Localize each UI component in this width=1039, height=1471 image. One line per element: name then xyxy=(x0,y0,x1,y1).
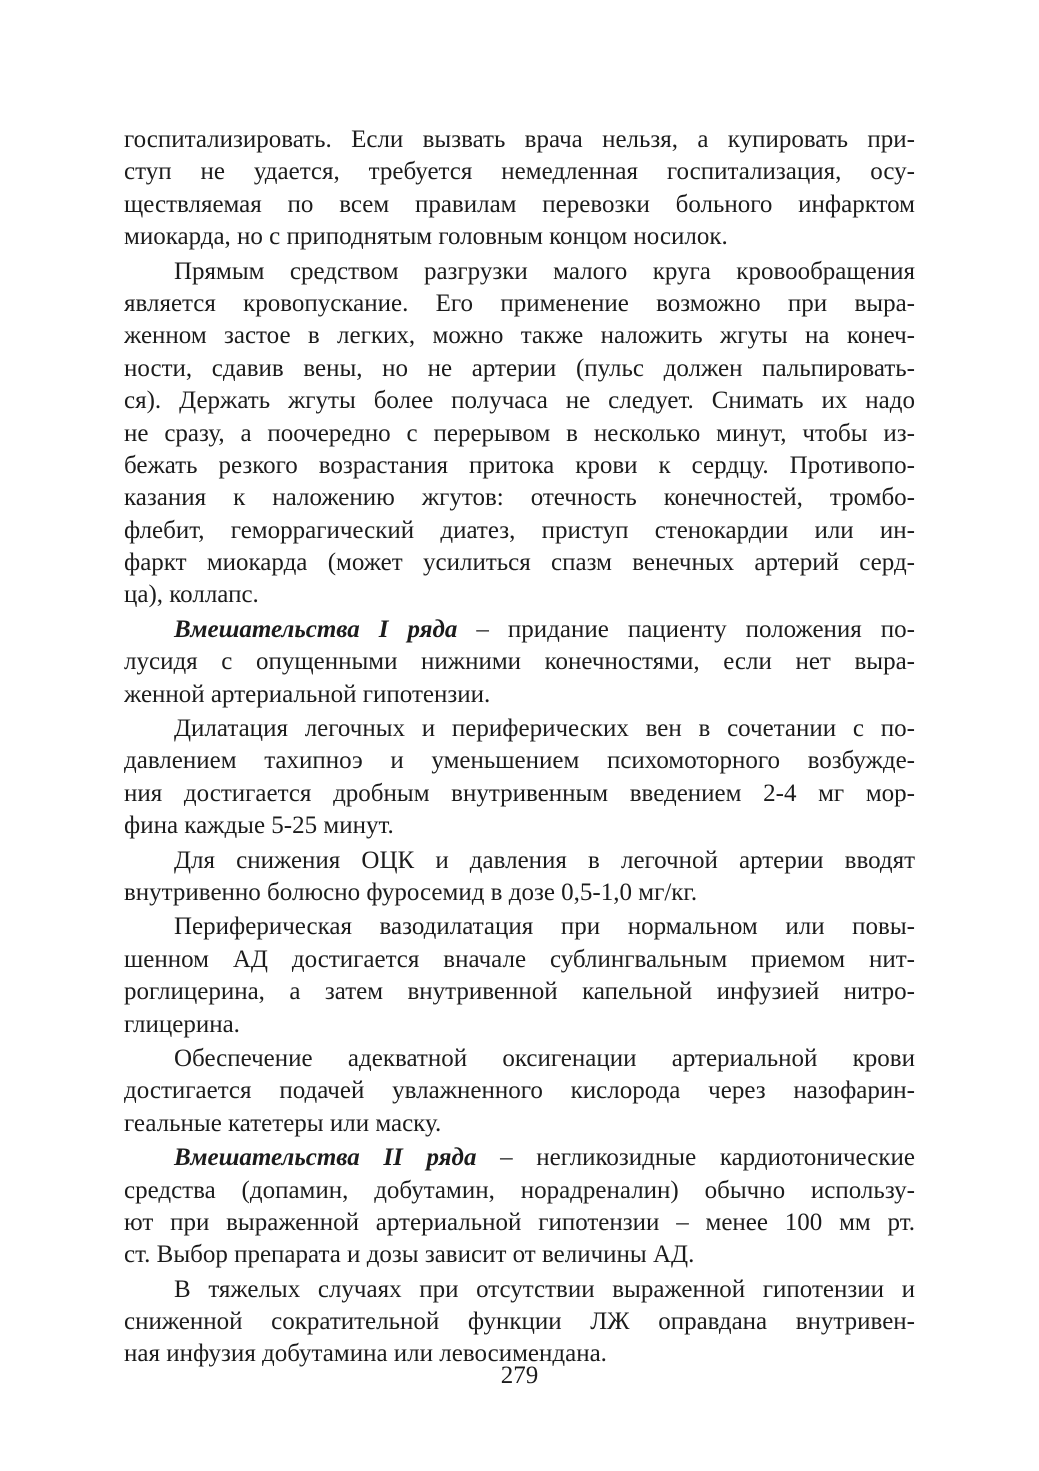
text-line xyxy=(124,1108,915,1140)
text-run: ности, сдавив вены, но не артерии (пульс должен пальпировать- xyxy=(124,354,915,382)
text-line xyxy=(124,288,915,320)
paragraph xyxy=(124,713,915,843)
text-run: миокарда, но с приподнятым головным концом носилок. xyxy=(124,223,728,251)
text-line xyxy=(124,810,915,842)
emphasis-run: Вмешательства I ряда xyxy=(174,615,458,643)
text-line xyxy=(124,124,915,156)
text-run: давлением тахипноэ и уменьшением психомоторного возбужде- xyxy=(124,747,915,775)
text-run: Периферическая вазодилатация при нормальном или повы- xyxy=(174,913,915,941)
text-line xyxy=(124,1175,915,1207)
paragraph xyxy=(124,1043,915,1140)
text-run: геальные катетеры или маску. xyxy=(124,1109,442,1137)
text-run: Обеспечение адекватной оксигенации артериальной крови xyxy=(174,1044,915,1072)
page-number: 279 xyxy=(500,1362,539,1389)
text-run: Прямым средством разгрузки малого круга кровообращения xyxy=(174,257,915,285)
text-run: лусидя с опущенными нижними конечностями, если нет выра- xyxy=(124,648,915,676)
text-line xyxy=(124,845,915,877)
text-line xyxy=(124,646,915,678)
text-run: ст. Выбор препарата и дозы зависит от величины АД. xyxy=(124,1241,695,1269)
text-line xyxy=(124,713,915,745)
text-run: ца), коллапс. xyxy=(124,581,259,609)
text-line xyxy=(124,1075,915,1107)
emphasis-run: Вмешательства II ряда xyxy=(174,1144,477,1172)
text-run: В тяжелых случаях при отсутствии выраженной гипотензии и xyxy=(174,1275,915,1303)
page-body xyxy=(124,124,915,1371)
text-line xyxy=(124,1142,915,1174)
text-line xyxy=(124,385,915,417)
text-line xyxy=(124,320,915,352)
text-line xyxy=(124,1043,915,1075)
text-run: казания к наложению жгутов: отечность конечностей, тромбо- xyxy=(124,484,915,512)
text-run: роглицерина, а затем внутривенной капельной инфузией нитро- xyxy=(124,978,915,1006)
text-run: бежать резкого возрастания притока крови к сердцу. Противопо- xyxy=(124,451,915,479)
text-line xyxy=(124,1306,915,1338)
text-run: ют при выраженной артериальной гипотензии – менее 100 мм рт. xyxy=(124,1208,915,1236)
paragraph xyxy=(124,911,915,1041)
text-line xyxy=(124,944,915,976)
text-run: фина каждые 5-25 минут. xyxy=(124,812,394,840)
text-line xyxy=(124,450,915,482)
text-run: фаркт миокарда (может усилиться спазм венечных артерий серд- xyxy=(124,549,915,577)
text-run: шенном АД достигается вначале сублингвальным приемом нит- xyxy=(124,945,915,973)
text-line xyxy=(124,877,915,909)
text-line xyxy=(124,256,915,288)
text-line xyxy=(124,778,915,810)
text-run: внутривенно болюсно фуросемид в дозе 0,5-1,0 мг/кг. xyxy=(124,878,698,906)
text-line xyxy=(124,189,915,221)
text-run: женном застое в легких, можно также наложить жгуты на конеч- xyxy=(124,322,915,350)
text-run: сниженной сократительной функции ЛЖ оправдана внутривен- xyxy=(124,1308,915,1336)
text-line xyxy=(124,745,915,777)
text-line xyxy=(124,1239,915,1271)
text-line xyxy=(124,976,915,1008)
text-run: флебит, геморрагический диатез, приступ стенокардии или ин- xyxy=(124,516,915,544)
text-run: достигается подачей увлажненного кислорода через назофарин- xyxy=(124,1077,915,1105)
text-run: Дилатация легочных и периферических вен в сочетании с по- xyxy=(174,715,915,743)
text-line xyxy=(124,579,915,611)
text-run: – придание пациенту положения по- xyxy=(457,615,915,643)
text-line xyxy=(124,418,915,450)
text-run: ся). Держать жгуты более получаса не следует. Снимать их надо xyxy=(124,387,915,415)
paragraph xyxy=(124,845,915,910)
text-line xyxy=(124,221,915,253)
text-line xyxy=(124,614,915,646)
text-line xyxy=(124,156,915,188)
paragraph xyxy=(124,256,915,612)
text-line xyxy=(124,1274,915,1306)
text-run: ная инфузия добутамина или левосимендана. xyxy=(124,1340,607,1368)
text-line xyxy=(124,679,915,711)
text-line xyxy=(124,1207,915,1239)
text-run: женной артериальной гипотензии. xyxy=(124,680,491,708)
text-run: не сразу, а поочередно с перерывом в несколько минут, чтобы из- xyxy=(124,419,915,447)
text-run: ния достигается дробным внутривенным введением 2-4 мг мор- xyxy=(124,779,915,807)
text-run: – негликозидные кардиотонические xyxy=(476,1144,915,1172)
text-line xyxy=(124,353,915,385)
text-run: ступ не удается, требуется немедленная госпитализация, осу- xyxy=(124,158,915,186)
text-run: госпитализировать. Если вызвать врача нельзя, а купировать при- xyxy=(124,126,915,153)
text-line xyxy=(124,482,915,514)
paragraph xyxy=(124,614,915,711)
text-run: ществляемая по всем правилам перевозки больного инфарктом xyxy=(124,190,915,218)
paragraph xyxy=(124,1142,915,1272)
paragraph xyxy=(124,124,915,254)
text-line xyxy=(124,911,915,943)
text-run: средства (допамин, добутамин, норадреналин) обычно использу- xyxy=(124,1176,915,1204)
text-run: глицерина. xyxy=(124,1010,240,1038)
paragraph xyxy=(124,1274,915,1371)
text-line xyxy=(124,515,915,547)
text-run: является кровопускание. Его применение возможно при выра- xyxy=(124,289,915,317)
text-line xyxy=(124,1009,915,1041)
text-run: Для снижения ОЦК и давления в легочной артерии вводят xyxy=(174,846,915,874)
text-line xyxy=(124,547,915,579)
